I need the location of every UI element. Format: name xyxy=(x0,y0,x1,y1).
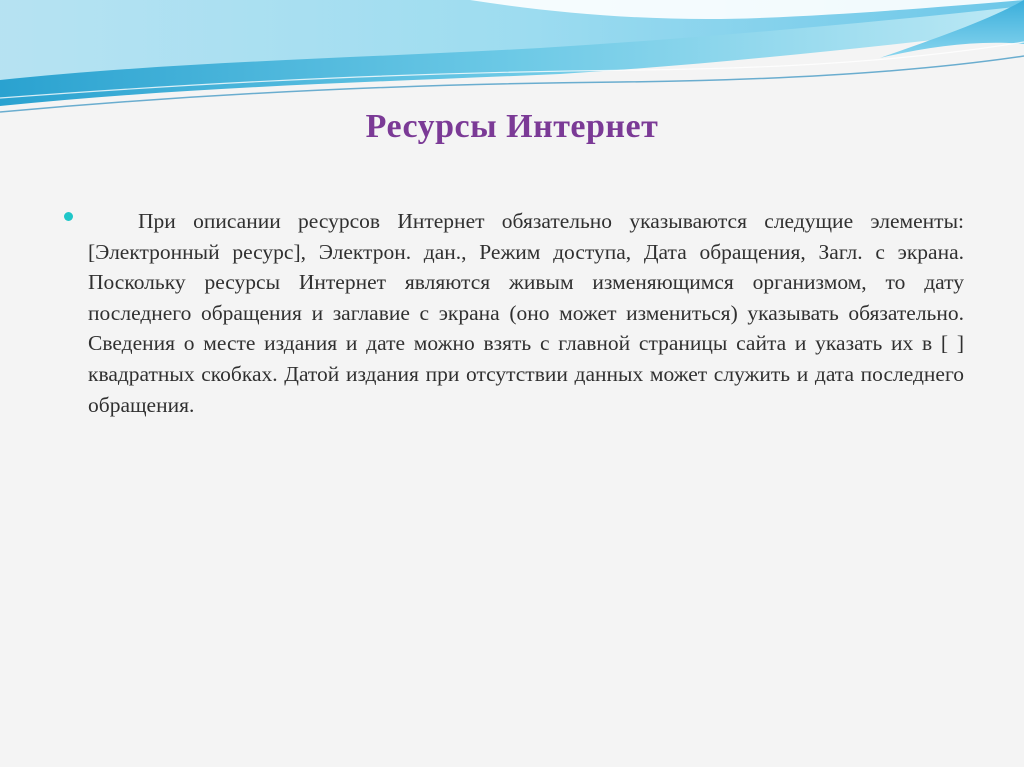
bullet-dot-icon xyxy=(64,212,73,221)
body-paragraph: При описании ресурсов Интернет обязательно указываются следущие элементы: [Электронный ресурс], Электрон. дан., Режим доступа, Дата обращения, Загл. с экрана. Поскольку ресурсы Интернет являются живым изменяющимся организмом, то дату последнего обращения и заглавие с экрана (оно может измениться) указывать обязательно. Сведения о месте издания и дате можно взять с главной страницы сайта и указать их в [ ] квадратных скобках. Датой издания при отсутствии данных может служить и дата последнего обращения. xyxy=(88,209,964,417)
slide-title: Ресурсы Интернет xyxy=(365,108,659,145)
